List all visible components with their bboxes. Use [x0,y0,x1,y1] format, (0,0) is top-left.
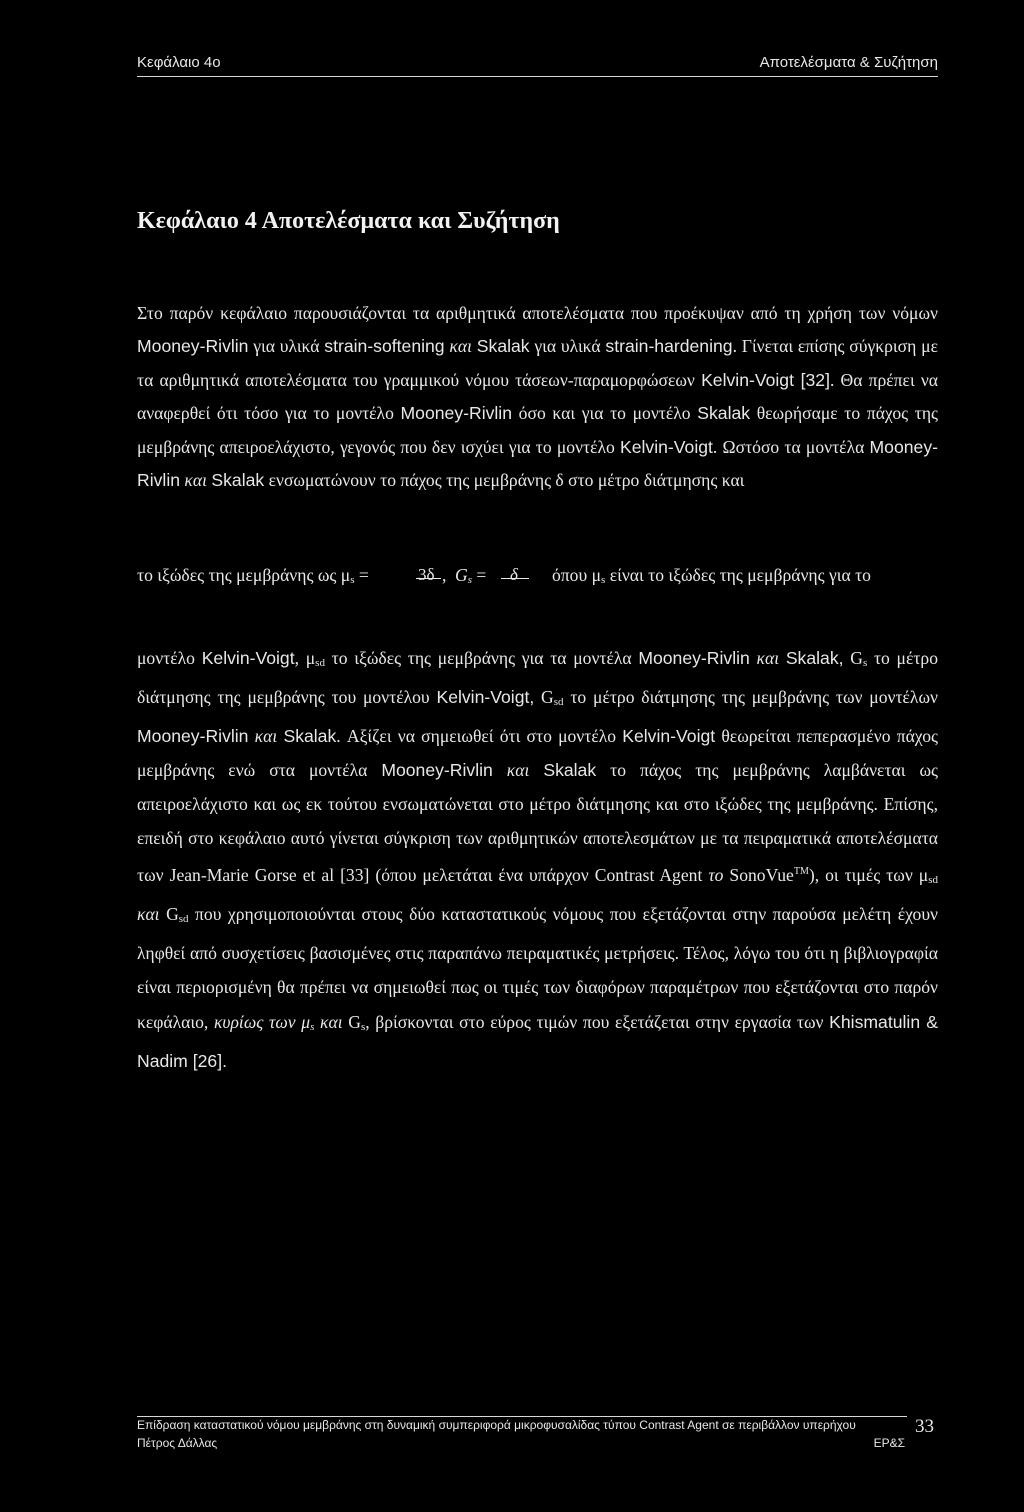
term-skalak: Skalak [283,725,337,746]
text-span: και [137,904,167,925]
header-section: Αποτελέσματα & Συζήτηση [759,54,938,71]
text-span: = [354,565,369,585]
fraction-denominator: δ [510,565,518,584]
text-span: G [342,1011,361,1032]
subscript: s [467,574,472,586]
text-span: μοντέλο [137,647,202,668]
term-skalak: Skalak, [785,647,844,668]
term-skalak: Skalak [697,403,751,424]
term-kelvin-voigt: Kelvin-Voigt, [436,686,535,707]
text-span: G [534,686,554,707]
text-span: , [442,565,447,585]
text-span: . Γίνεται επίσης σύγκριση με τα αριθμητικά αποτελέσματα του γραμμικού νόμου τάσεων-παραμορφώσεων [137,336,938,390]
paragraph-intro [137,297,938,497]
trademark: TM [793,866,809,878]
citation: [32] [793,369,830,390]
term-kelvin-voigt: Kelvin-Voigt [701,369,794,390]
text-span: το μέτρο διάτμησης της μεμβράνης του μοντέλου [137,647,939,707]
citation: [26]. [187,1050,227,1071]
text-span: και [314,1011,343,1032]
term-kelvin-voigt: Kelvin-Voigt [620,436,713,457]
text-span: για υλικά [248,336,325,357]
chapter-title: Κεφάλαιο 4 Αποτελέσματα και Συζήτηση [137,208,560,234]
term-strain-softening: strain-softening [324,336,445,357]
formula-tail [552,565,871,586]
term-skalak: Skalak [211,470,265,491]
header-chapter: Κεφάλαιο 4ο [137,54,221,71]
term-skalak: Skalak [476,336,530,357]
text-span: , μ [294,647,316,668]
term-kelvin-voigt: Kelvin-Voigt [622,725,716,746]
subscript: s [310,1020,315,1033]
fraction-denominator: 3δ [418,565,435,584]
term-skalak: Skalak [543,759,597,780]
formula-g [455,565,486,586]
text-span: το [702,865,730,886]
term-sonovue: SonoVue [729,865,794,886]
paragraph-definitions [137,623,938,1095]
text-span: το πάχος της μεμβράνης λαμβάνεται ως απειροελάχιστο και ως εκ τούτου ενσωματώνεται στο μέτρο διάτμησης και στο ιξώδες της μεμβράνης. Επίσης, επειδή στο κεφάλαιο αυτό γίνεται σύγκριση των αριθμητικών αποτελεσμάτων με τα πειραματικά αποτελέσματα των [137,759,938,886]
text-span: και [180,470,212,491]
symbol-g: G [455,565,468,585]
term-khismatulin: Khismatulin & Nadim [137,1011,938,1071]
text-span: το ιξώδες της μεμβράνης ως μ [137,565,351,585]
formula-lead [137,565,369,586]
subscript: sd [315,656,325,669]
text-span: , βρίσκονται στο εύρος τιμών που εξετάζεται στην εργασία των [365,1011,830,1032]
text-span: και [248,725,284,746]
text-span: ), οι τιμές των μ [808,865,929,886]
text-span: ενσωματώνουν το πάχος της μεμβράνης δ στο μέτρο διάτμησης και [264,470,745,491]
footer-thesis-title: Επίδραση καταστατικού νόμου μεμβράνης στη δυναμική συμπεριφορά μικροφυσαλίδας τύπου Contrast Agent σε περιβάλλον υπερήχου [137,1418,856,1432]
text-span: Στο παρόν κεφάλαιο παρουσιάζονται τα αριθμητικά αποτελέσματα που προέκυψαν από τη χρήση των νόμων [137,303,938,323]
subscript: sd [553,695,564,708]
text-span: . Θα πρέπει να αναφερθεί ότι τόσο για το μοντέλο [137,369,939,424]
subscript: s [601,574,606,586]
term-kelvin-voigt: Kelvin-Voigt [201,647,295,668]
page-number: 33 [915,1416,934,1437]
term-mooney-rivlin: Mooney-Rivlin [381,759,493,780]
text-span: θεωρήσαμε το πάχος της μεμβράνης απειροελάχιστο, γεγονός που δεν ισχύει για το μοντέλο [137,403,939,457]
text-span: . Ωστόσο τα μοντέλα [712,436,870,457]
term-mooney-rivlin: Mooney-Rivlin [137,336,249,357]
text-span: . Αξίζει να σημειωθεί ότι στο μοντέλο [336,725,623,746]
text-span: και [492,759,544,780]
text-span: το ιξώδες της μεμβράνης για τα μοντέλα [324,647,639,668]
subscript: sd [928,874,938,887]
term-contrast-agent: Contrast Agent [594,865,703,886]
subscript: s [360,1020,366,1033]
text-span: θεωρείται πεπερασμένο πάχος μεμβράνης ενώ στα μοντέλα [137,725,938,780]
term-mooney-rivlin: Mooney-Rivlin [137,725,249,746]
footer-rule [137,1416,907,1417]
term-mooney-rivlin: Mooney-Rivlin [638,647,750,668]
text-span: και [749,647,786,668]
footer-author: Πέτρος Δάλλας [137,1436,218,1450]
subscript: sd [178,913,189,926]
text-span: G [843,647,863,668]
term-strain-hardening: strain-hardening [605,336,733,357]
text-span: κυρίως των μ [213,1011,311,1032]
text-span: είναι το ιξώδες της μεμβράνης για το [605,565,871,585]
text-span: G [166,904,179,925]
footer-department: ΕΡ&Σ [873,1436,905,1450]
text-span: = [472,565,487,585]
text-span: το μέτρο διάτμησης της μεμβράνης των μοντέλων [563,686,938,707]
text-span: για υλικά [529,336,606,357]
term-mooney-rivlin: Mooney-Rivlin [137,436,938,491]
subscript: s [350,574,355,586]
text-span: όσο και για το μοντέλο [512,403,698,424]
term-mooney-rivlin: Mooney-Rivlin [400,403,512,424]
text-span: όπου μ [552,565,602,585]
text-span: [33] (όπου μελετάται ένα υπάρχον [334,865,595,886]
term-gorse: Jean-Marie Gorse et al [169,865,335,886]
text-span: που χρησιμοποιούνται στους δύο καταστατικούς νόμους που εξετάζονται στην παρούσα μελέτη έχουν ληφθεί από συσχετίσεις βασισμένες στις παραπάνω πειραματικές μετρήσεις. Τέλος, λόγω του ότι η βιβλιογραφία είναι περιορισμένη θα πρέπει να σημειωθεί πως οι τιμές των διαφόρων παραμέτρων που εξετάζονται στο παρόν κεφάλαιο, [137,904,938,1032]
formula-line [137,565,938,605]
text-span: και [444,336,477,357]
running-header [137,52,938,77]
subscript: s [862,656,868,669]
